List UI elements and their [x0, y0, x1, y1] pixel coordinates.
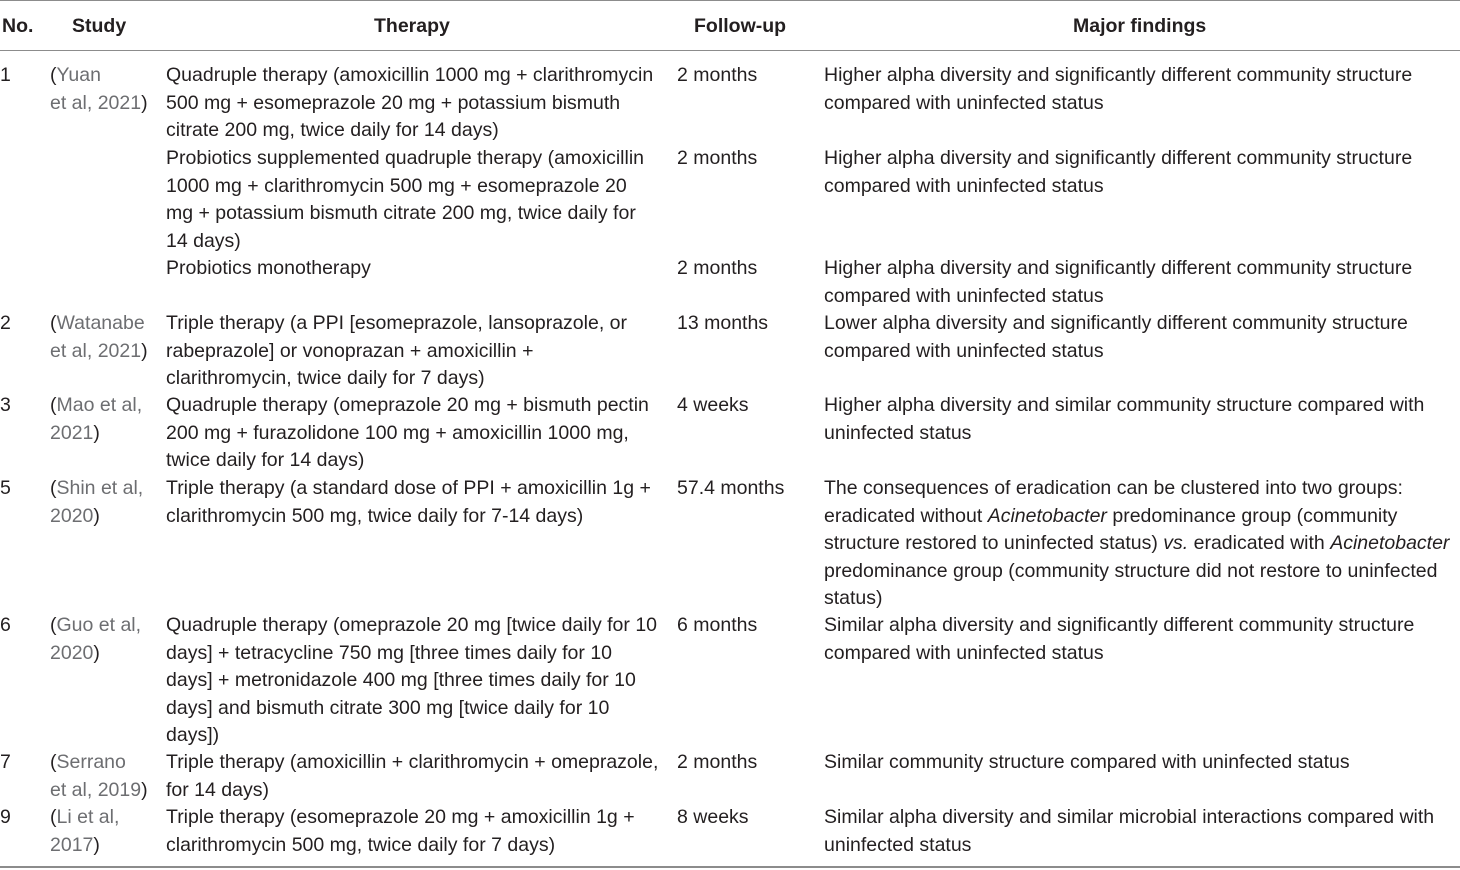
findings-cell: The consequences of eradication can be clustered into two groups: eradicated without Acinetobacter predominance group (community structure restored to uninfected status) vs. eradicated with Acinetobacter predominance group (community structure did not restore to uninfected status)	[824, 477, 1450, 609]
header-followup: Follow-up	[694, 15, 787, 37]
bottom-rule	[0, 866, 1460, 868]
findings-cell: Similar alpha diversity and significantly different community structure compared with uninfected status	[824, 614, 1415, 664]
study-ref[interactable]: (Li et al, 2017)	[50, 806, 120, 856]
therapy-cell: Triple therapy (a PPI [esomeprazole, lansoprazole, or rabeprazole] or vonoprazan + amoxicillin + clarithromycin, twice daily for 7 days)	[166, 312, 628, 389]
header-therapy: Therapy	[374, 15, 450, 37]
row-number: 5	[0, 477, 11, 499]
therapy-cell: Quadruple therapy (amoxicillin 1000 mg + clarithromycin 500 mg + esomeprazole 20 mg + potassium bismuth citrate 200 mg, twice daily for 14 days)	[166, 64, 654, 141]
genus-name: Acinetobacter	[1330, 532, 1450, 554]
followup-cell: 4 weeks	[677, 394, 749, 416]
findings-cell: Higher alpha diversity and significantly different community structure compared with uninfected status	[824, 257, 1413, 307]
row-number: 3	[0, 394, 11, 416]
header-rule	[0, 50, 1460, 51]
followup-cell: 2 months	[677, 64, 758, 86]
therapy-cell: Triple therapy (esomeprazole 20 mg + amoxicillin 1g + clarithromycin 500 mg, twice daily for 7 days)	[166, 806, 635, 856]
study-ref[interactable]: (Mao et al, 2021)	[50, 394, 143, 444]
versus-abbrev: vs.	[1163, 532, 1189, 554]
followup-cell: 6 months	[677, 614, 758, 636]
study-ref[interactable]: (Yuan et al, 2021)	[50, 64, 148, 114]
therapy-cell: Probiotics monotherapy	[166, 257, 371, 279]
findings-cell: Lower alpha diversity and significantly different community structure compared with uninfected status	[824, 312, 1408, 362]
followup-cell: 2 months	[677, 751, 758, 773]
findings-cell: Similar community structure compared with uninfected status	[824, 751, 1350, 773]
header-study: Study	[72, 15, 127, 37]
study-ref[interactable]: (Shin et al, 2020)	[50, 477, 144, 527]
row-number: 2	[0, 312, 11, 334]
study-ref[interactable]: (Guo et al, 2020)	[50, 614, 142, 664]
followup-cell: 2 months	[677, 147, 758, 169]
findings-cell: Similar alpha diversity and similar microbial interactions compared with uninfected status	[824, 806, 1435, 856]
therapy-cell: Quadruple therapy (omeprazole 20 mg [twice daily for 10 days] + tetracycline 750 mg [three times daily for 10 days] + metronidazole 400 mg [three times daily for 10 days] and bismuth citrate 300 mg [twice daily for 10 days])	[166, 614, 658, 746]
header-findings: Major findings	[1073, 15, 1207, 37]
row-number: 1	[0, 64, 11, 86]
findings-cell: Higher alpha diversity and significantly different community structure compared with uninfected status	[824, 147, 1413, 197]
header-no: No.	[2, 15, 34, 37]
genus-name: Acinetobacter	[987, 504, 1107, 527]
row-number: 6	[0, 614, 11, 636]
followup-cell: 2 months	[677, 257, 758, 279]
top-rule	[0, 0, 1460, 1]
therapy-cell: Quadruple therapy (omeprazole 20 mg + bismuth pectin 200 mg + furazolidone 100 mg + amoxicillin 1000 mg, twice daily for 14 days)	[166, 394, 649, 471]
study-ref[interactable]: (Serrano et al, 2019)	[50, 751, 148, 801]
followup-cell: 13 months	[677, 312, 769, 334]
therapy-cell: Triple therapy (amoxicillin + clarithromycin + omeprazole, for 14 days)	[166, 751, 659, 801]
followup-cell: 8 weeks	[677, 806, 749, 828]
therapy-cell: Triple therapy (a standard dose of PPI + amoxicillin 1g + clarithromycin 500 mg, twice daily for 7-14 days)	[166, 477, 651, 527]
row-number: 7	[0, 751, 11, 773]
findings-cell: Higher alpha diversity and significantly different community structure compared with uninfected status	[824, 64, 1413, 114]
findings-cell: Higher alpha diversity and similar community structure compared with uninfected status	[824, 394, 1425, 444]
therapy-cell: Probiotics supplemented quadruple therapy (amoxicillin 1000 mg + clarithromycin 500 mg + esomeprazole 20 mg + potassium bismuth citrate 200 mg, twice daily for 14 days)	[166, 147, 645, 252]
row-number: 9	[0, 806, 11, 828]
study-ref[interactable]: (Watanabe et al, 2021)	[50, 312, 148, 362]
followup-cell: 57.4 months	[677, 477, 785, 499]
